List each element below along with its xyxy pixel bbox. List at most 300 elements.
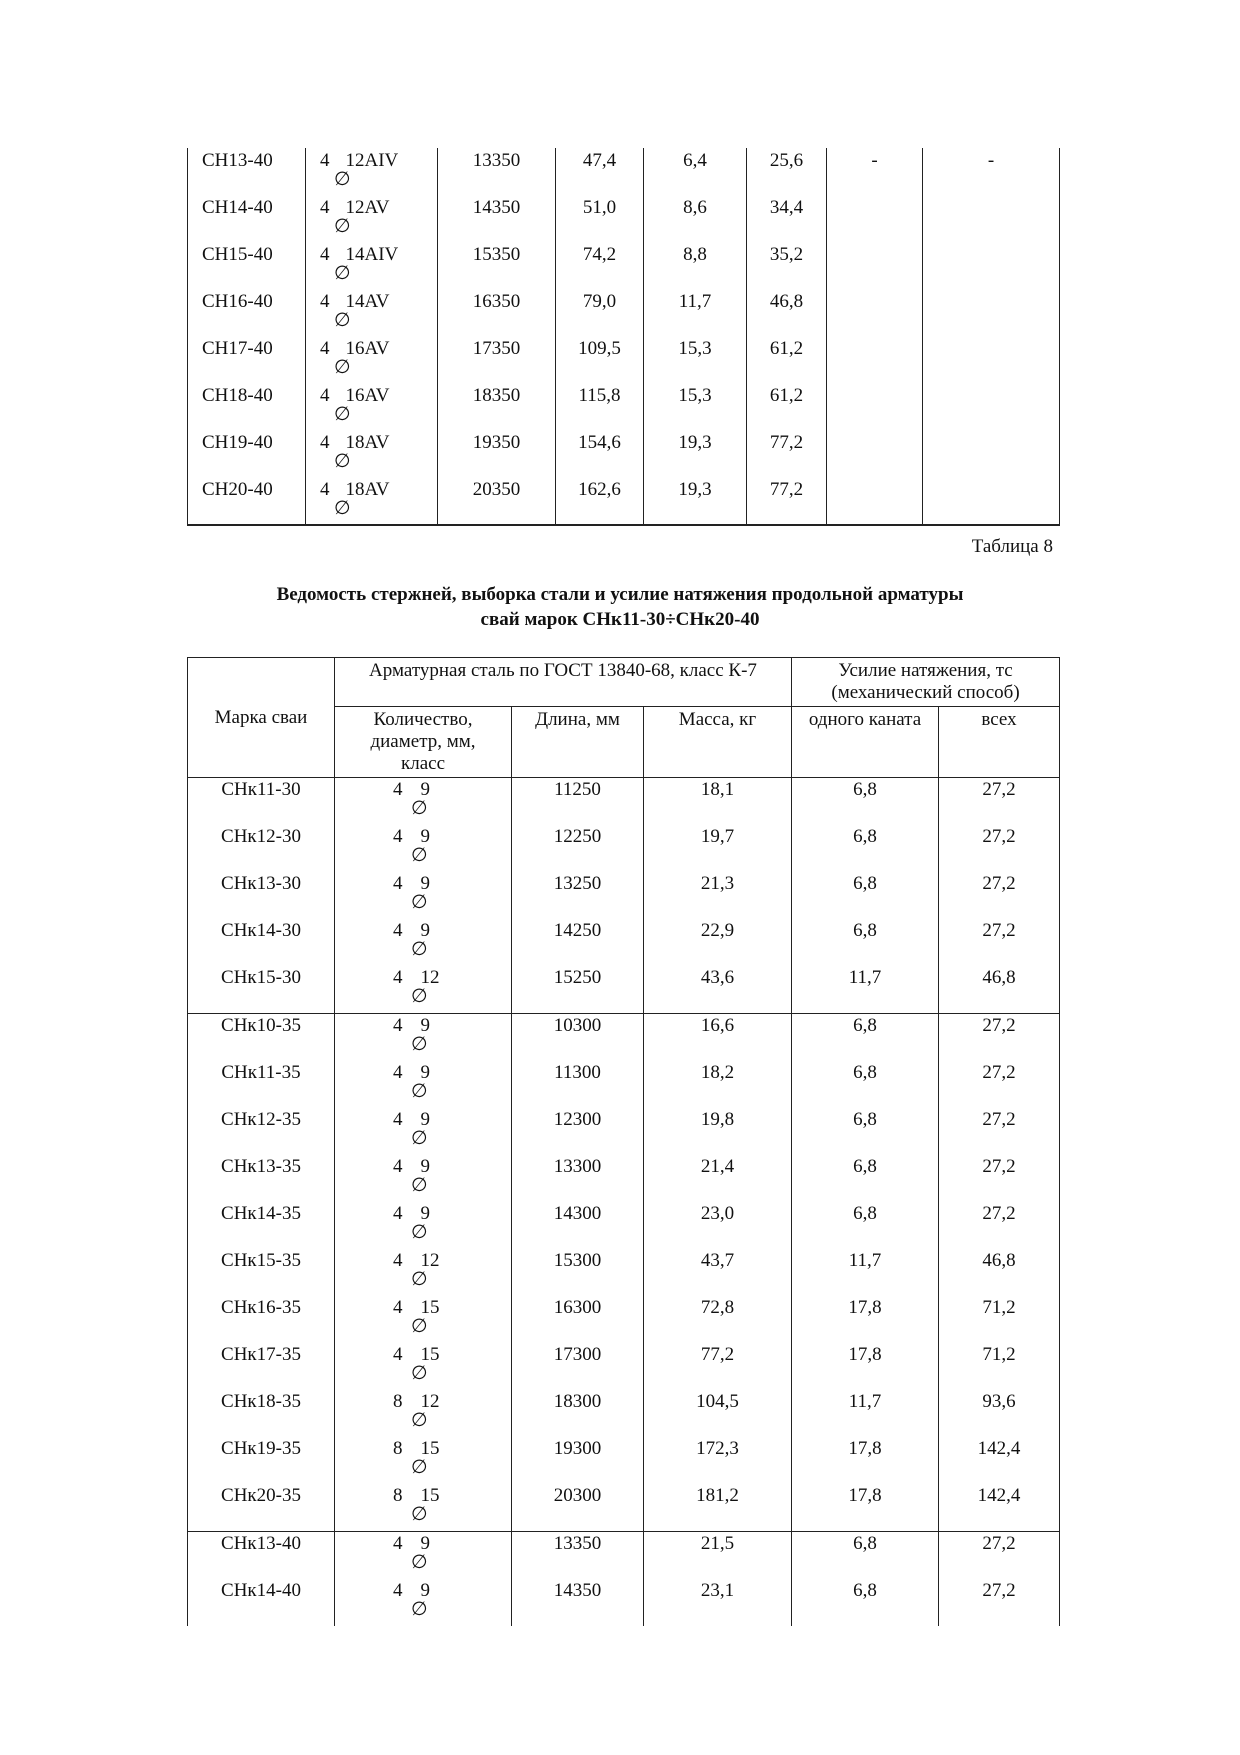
quantity: [320, 150, 440, 190]
quantity-cell: [335, 1296, 512, 1343]
quantity: [320, 385, 440, 425]
length: 17300: [512, 1343, 644, 1390]
bar-count: 4: [393, 1344, 403, 1365]
mass: 79,0: [556, 289, 644, 336]
bar-diameter: 9: [420, 779, 430, 800]
quantity-cell: [335, 1108, 512, 1155]
header-quantity-line3: класс: [400, 753, 445, 774]
force-one-strand: 6,8: [792, 778, 939, 826]
force-one-strand: 6,8: [792, 825, 939, 872]
quantity: [393, 1156, 453, 1196]
extra-col-2: [923, 336, 1060, 383]
quantity: [393, 873, 453, 913]
table7-continuation: [187, 148, 1060, 526]
bar-count: 4: [393, 1109, 403, 1130]
header-mark: Марка сваи: [188, 658, 335, 778]
diameter-icon: ∅: [411, 1081, 428, 1102]
bar-diameter-class: 14AIV: [345, 244, 399, 265]
quantity: [320, 244, 440, 284]
table-row: [188, 383, 1060, 430]
extra-col-2: [923, 430, 1060, 477]
diameter-icon: ∅: [411, 1316, 428, 1337]
diameter-icon: ∅: [411, 1222, 428, 1243]
force-all: 27,2: [939, 825, 1060, 872]
force-one-strand: 8,6: [644, 195, 747, 242]
table-row: [188, 1014, 1060, 1062]
bar-diameter: 9: [420, 1156, 430, 1177]
bar-count: 4: [393, 920, 403, 941]
quantity-cell: [335, 1484, 512, 1532]
pile-mark: СН18-40: [188, 383, 306, 430]
extra-col-1: [827, 289, 923, 336]
quantity-cell: [306, 336, 438, 383]
force-all: 93,6: [939, 1390, 1060, 1437]
diameter-icon: ∅: [411, 1457, 428, 1478]
quantity-cell: [306, 477, 438, 525]
mass: 22,9: [644, 919, 792, 966]
length: 11300: [512, 1061, 644, 1108]
force-all: 35,2: [747, 242, 827, 289]
force-one-strand: 19,3: [644, 477, 747, 525]
header-quantity-line1: Количество,: [373, 709, 473, 730]
table-row: [188, 1155, 1060, 1202]
pile-mark: СНк12-30: [188, 825, 335, 872]
bar-count: 4: [393, 1250, 403, 1271]
force-all: 27,2: [939, 919, 1060, 966]
bar-diameter-class: 14AV: [345, 291, 390, 312]
extra-col-1: [827, 383, 923, 430]
table8: [187, 657, 1060, 1626]
force-all: 27,2: [939, 1155, 1060, 1202]
table-row: [188, 1202, 1060, 1249]
table-row: [188, 1061, 1060, 1108]
header-quantity-line2: диаметр, мм,: [370, 731, 476, 752]
mass: 51,0: [556, 195, 644, 242]
extra-col-2: [923, 477, 1060, 525]
force-one-strand: 6,4: [644, 148, 747, 195]
header-force-group: [792, 658, 1060, 707]
mass: 109,5: [556, 336, 644, 383]
mass: 154,6: [556, 430, 644, 477]
length: 19350: [438, 430, 556, 477]
quantity: [320, 197, 440, 237]
bar-diameter: 12: [420, 967, 440, 988]
extra-col-1: [827, 195, 923, 242]
quantity: [393, 1203, 453, 1243]
quantity-cell: [306, 195, 438, 242]
pile-mark: СНк20-35: [188, 1484, 335, 1532]
bar-count: 4: [320, 432, 330, 453]
bar-count: 4: [320, 150, 330, 171]
diameter-icon: ∅: [411, 798, 428, 819]
extra-col-1: [827, 242, 923, 289]
quantity: [393, 1485, 453, 1525]
mass: 23,1: [644, 1579, 792, 1626]
force-one-strand: 15,3: [644, 336, 747, 383]
mass: 74,2: [556, 242, 644, 289]
force-all: 77,2: [747, 430, 827, 477]
table-row: [188, 1579, 1060, 1626]
diameter-icon: ∅: [411, 845, 428, 866]
force-one-strand: 17,8: [792, 1437, 939, 1484]
diameter-icon: ∅: [411, 1269, 428, 1290]
force-all: 61,2: [747, 336, 827, 383]
quantity: [393, 1438, 453, 1478]
length: 12250: [512, 825, 644, 872]
mass: 19,8: [644, 1108, 792, 1155]
bar-diameter: 9: [420, 920, 430, 941]
length: 13300: [512, 1155, 644, 1202]
force-all: 77,2: [747, 477, 827, 525]
mass: 21,4: [644, 1155, 792, 1202]
pile-mark: СН19-40: [188, 430, 306, 477]
bar-diameter: 12: [420, 1391, 440, 1412]
table-row: [188, 289, 1060, 336]
bar-diameter-class: 12AV: [345, 197, 390, 218]
force-all: 27,2: [939, 872, 1060, 919]
mass: 21,3: [644, 872, 792, 919]
quantity-cell: [335, 1343, 512, 1390]
force-all: 46,8: [939, 966, 1060, 1014]
quantity-cell: [335, 1155, 512, 1202]
diameter-icon: ∅: [334, 263, 351, 284]
quantity: [393, 1533, 453, 1573]
quantity-cell: [306, 430, 438, 477]
quantity: [393, 1250, 453, 1290]
force-one-strand: 8,8: [644, 242, 747, 289]
length: 15350: [438, 242, 556, 289]
force-all: 27,2: [939, 1108, 1060, 1155]
diameter-icon: ∅: [411, 1034, 428, 1055]
quantity: [393, 1109, 453, 1149]
pile-mark: СН20-40: [188, 477, 306, 525]
pile-mark: СНк11-30: [188, 778, 335, 826]
length: 14350: [438, 195, 556, 242]
quantity-cell: [335, 872, 512, 919]
force-one-strand: 11,7: [792, 966, 939, 1014]
pile-mark: СНк16-35: [188, 1296, 335, 1343]
bar-diameter: 9: [420, 1062, 430, 1083]
header-mass: Масса, кг: [644, 707, 792, 778]
bar-diameter-class: 16AV: [345, 385, 390, 406]
header-length: Длина, мм: [512, 707, 644, 778]
force-all: 25,6: [747, 148, 827, 195]
diameter-icon: ∅: [334, 310, 351, 331]
force-one-strand: 19,3: [644, 430, 747, 477]
length: 14250: [512, 919, 644, 966]
quantity: [320, 291, 440, 331]
pile-mark: СНк12-35: [188, 1108, 335, 1155]
diameter-icon: ∅: [334, 169, 351, 190]
force-one-strand: 6,8: [792, 1014, 939, 1062]
quantity: [320, 432, 440, 472]
length: 13350: [512, 1532, 644, 1580]
table-row: [188, 195, 1060, 242]
bar-diameter: 12: [420, 1250, 440, 1271]
extra-col-2: [923, 383, 1060, 430]
quantity-cell: [335, 1390, 512, 1437]
mass: 21,5: [644, 1532, 792, 1580]
bar-diameter: 9: [420, 1533, 430, 1554]
bar-diameter: 9: [420, 826, 430, 847]
mass: 181,2: [644, 1484, 792, 1532]
diameter-icon: ∅: [334, 498, 351, 519]
pile-mark: СН13-40: [188, 148, 306, 195]
quantity-cell: [335, 1249, 512, 1296]
extra-col-2: [923, 289, 1060, 336]
quantity-cell: [335, 825, 512, 872]
pile-mark: СНк14-40: [188, 1579, 335, 1626]
bar-count: 4: [393, 1533, 403, 1554]
diameter-icon: ∅: [411, 1128, 428, 1149]
pile-mark: СНк15-30: [188, 966, 335, 1014]
bar-diameter: 15: [420, 1297, 440, 1318]
quantity: [393, 920, 453, 960]
bar-diameter-class: 16AV: [345, 338, 390, 359]
force-one-strand: 6,8: [792, 1579, 939, 1626]
pile-mark: СНк13-35: [188, 1155, 335, 1202]
quantity: [393, 826, 453, 866]
force-one-strand: 6,8: [792, 1155, 939, 1202]
bar-diameter-class: 18AV: [345, 479, 390, 500]
force-one-strand: 17,8: [792, 1484, 939, 1532]
quantity-cell: [335, 966, 512, 1014]
mass: 43,7: [644, 1249, 792, 1296]
mass: 47,4: [556, 148, 644, 195]
table-row: [188, 966, 1060, 1014]
table-title-line1: Ведомость стержней, выборка стали и усилие натяжения продольной арматуры: [276, 584, 964, 605]
diameter-icon: ∅: [411, 1504, 428, 1525]
table-row: [188, 430, 1060, 477]
extra-col-1: [827, 336, 923, 383]
mass: 72,8: [644, 1296, 792, 1343]
mass: 18,2: [644, 1061, 792, 1108]
quantity-cell: [335, 778, 512, 826]
length: 10300: [512, 1014, 644, 1062]
pile-mark: СН15-40: [188, 242, 306, 289]
table-row: [188, 242, 1060, 289]
force-one-strand: 11,7: [644, 289, 747, 336]
force-all: 46,8: [747, 289, 827, 336]
force-all: 71,2: [939, 1296, 1060, 1343]
force-one-strand: 6,8: [792, 872, 939, 919]
bar-count: 4: [393, 779, 403, 800]
diameter-icon: ∅: [411, 939, 428, 960]
quantity: [393, 779, 453, 819]
bar-count: 4: [393, 1203, 403, 1224]
force-one-strand: 11,7: [792, 1390, 939, 1437]
quantity-cell: [335, 919, 512, 966]
extra-col-2: [923, 242, 1060, 289]
pile-mark: СНк19-35: [188, 1437, 335, 1484]
header-force-line1: Усилие натяжения, тс: [838, 660, 1013, 681]
force-one-strand: 17,8: [792, 1343, 939, 1390]
force-one-strand: 15,3: [644, 383, 747, 430]
force-one-strand: 11,7: [792, 1249, 939, 1296]
bar-count: 4: [393, 1156, 403, 1177]
table-row: [188, 148, 1060, 195]
pile-mark: СНк13-40: [188, 1532, 335, 1580]
extra-col-1: -: [827, 148, 923, 195]
header-steel-group: Арматурная сталь по ГОСТ 13840-68, класс К-7: [335, 658, 792, 707]
quantity-cell: [335, 1202, 512, 1249]
bar-count: 4: [393, 826, 403, 847]
pile-mark: СН16-40: [188, 289, 306, 336]
pile-mark: СНк10-35: [188, 1014, 335, 1062]
length: 16350: [438, 289, 556, 336]
diameter-icon: ∅: [411, 1175, 428, 1196]
quantity-cell: [306, 148, 438, 195]
bar-count: 8: [393, 1438, 403, 1459]
diameter-icon: ∅: [411, 1552, 428, 1573]
force-all: 142,4: [939, 1484, 1060, 1532]
force-all: 27,2: [939, 778, 1060, 826]
force-all: 34,4: [747, 195, 827, 242]
length: 12300: [512, 1108, 644, 1155]
force-all: 27,2: [939, 1061, 1060, 1108]
header-quantity: [335, 707, 512, 778]
table-row: [188, 336, 1060, 383]
mass: 115,8: [556, 383, 644, 430]
mass: 77,2: [644, 1343, 792, 1390]
pile-mark: СН17-40: [188, 336, 306, 383]
bar-count: 4: [320, 385, 330, 406]
length: 13350: [438, 148, 556, 195]
bar-diameter: 15: [420, 1485, 440, 1506]
force-all: 46,8: [939, 1249, 1060, 1296]
mass: 18,1: [644, 778, 792, 826]
force-one-strand: 6,8: [792, 919, 939, 966]
bar-count: 8: [393, 1485, 403, 1506]
pile-mark: СНк18-35: [188, 1390, 335, 1437]
length: 18350: [438, 383, 556, 430]
diameter-icon: ∅: [411, 986, 428, 1007]
bar-diameter: 9: [420, 1203, 430, 1224]
bar-count: 4: [320, 479, 330, 500]
quantity: [393, 1391, 453, 1431]
table-row: [188, 1108, 1060, 1155]
table-row: [188, 825, 1060, 872]
diameter-icon: ∅: [411, 1599, 428, 1620]
quantity: [393, 967, 453, 1007]
table-row: [188, 1343, 1060, 1390]
force-one-strand: 6,8: [792, 1108, 939, 1155]
table-number: Таблица 8: [971, 536, 1053, 557]
extra-col-1: [827, 477, 923, 525]
mass: 104,5: [644, 1390, 792, 1437]
length: 16300: [512, 1296, 644, 1343]
length: 14350: [512, 1579, 644, 1626]
extra-col-1: [827, 430, 923, 477]
length: 14300: [512, 1202, 644, 1249]
pile-mark: СНк14-30: [188, 919, 335, 966]
force-all: 27,2: [939, 1532, 1060, 1580]
diameter-icon: ∅: [334, 216, 351, 237]
quantity-cell: [335, 1061, 512, 1108]
length: 17350: [438, 336, 556, 383]
bar-diameter: 9: [420, 1580, 430, 1601]
bar-count: 4: [393, 967, 403, 988]
length: 15300: [512, 1249, 644, 1296]
bar-diameter: 9: [420, 1109, 430, 1130]
header-all: всех: [939, 707, 1060, 778]
bar-count: 4: [320, 197, 330, 218]
mass: 43,6: [644, 966, 792, 1014]
header-one-strand: одного каната: [792, 707, 939, 778]
quantity: [320, 479, 440, 519]
diameter-icon: ∅: [334, 404, 351, 425]
diameter-icon: ∅: [334, 451, 351, 472]
mass: 23,0: [644, 1202, 792, 1249]
bar-diameter-class: 18AV: [345, 432, 390, 453]
mass: 172,3: [644, 1437, 792, 1484]
bar-count: 8: [393, 1391, 403, 1412]
force-all: 27,2: [939, 1579, 1060, 1626]
force-one-strand: 6,8: [792, 1202, 939, 1249]
diameter-icon: ∅: [334, 357, 351, 378]
bar-count: 4: [320, 338, 330, 359]
mass: 162,6: [556, 477, 644, 525]
pile-mark: СН14-40: [188, 195, 306, 242]
force-one-strand: 6,8: [792, 1061, 939, 1108]
pile-mark: СНк15-35: [188, 1249, 335, 1296]
quantity: [320, 338, 440, 378]
force-all: 142,4: [939, 1437, 1060, 1484]
table-row: [188, 1296, 1060, 1343]
table-row: [188, 919, 1060, 966]
pile-mark: СНк17-35: [188, 1343, 335, 1390]
table-row: [188, 1437, 1060, 1484]
pile-mark: СНк11-35: [188, 1061, 335, 1108]
length: 11250: [512, 778, 644, 826]
bar-diameter: 15: [420, 1344, 440, 1365]
quantity: [393, 1580, 453, 1620]
length: 20300: [512, 1484, 644, 1532]
length: 19300: [512, 1437, 644, 1484]
quantity-cell: [335, 1532, 512, 1580]
length: 20350: [438, 477, 556, 525]
extra-col-2: [923, 195, 1060, 242]
bar-count: 4: [320, 291, 330, 312]
header-force-line2: (механический способ): [831, 682, 1020, 703]
extra-col-2: -: [923, 148, 1060, 195]
bar-diameter-class: 12AIV: [345, 150, 399, 171]
bar-count: 4: [393, 1062, 403, 1083]
table-row: [188, 1484, 1060, 1532]
bar-count: 4: [393, 1015, 403, 1036]
force-all: 61,2: [747, 383, 827, 430]
table-title-line2: свай марок СНк11-30÷СНк20-40: [480, 609, 760, 630]
bar-count: 4: [393, 1580, 403, 1601]
bar-diameter: 9: [420, 1015, 430, 1036]
bar-count: 4: [393, 1297, 403, 1318]
force-all: 27,2: [939, 1014, 1060, 1062]
mass: 19,7: [644, 825, 792, 872]
bar-diameter: 9: [420, 873, 430, 894]
quantity: [393, 1297, 453, 1337]
mass: 16,6: [644, 1014, 792, 1062]
length: 15250: [512, 966, 644, 1014]
quantity-cell: [335, 1014, 512, 1062]
quantity-cell: [306, 383, 438, 430]
quantity: [393, 1015, 453, 1055]
table-row: [188, 872, 1060, 919]
force-one-strand: 17,8: [792, 1296, 939, 1343]
diameter-icon: ∅: [411, 892, 428, 913]
bar-count: 4: [320, 244, 330, 265]
pile-mark: СНк14-35: [188, 1202, 335, 1249]
quantity: [393, 1344, 453, 1384]
